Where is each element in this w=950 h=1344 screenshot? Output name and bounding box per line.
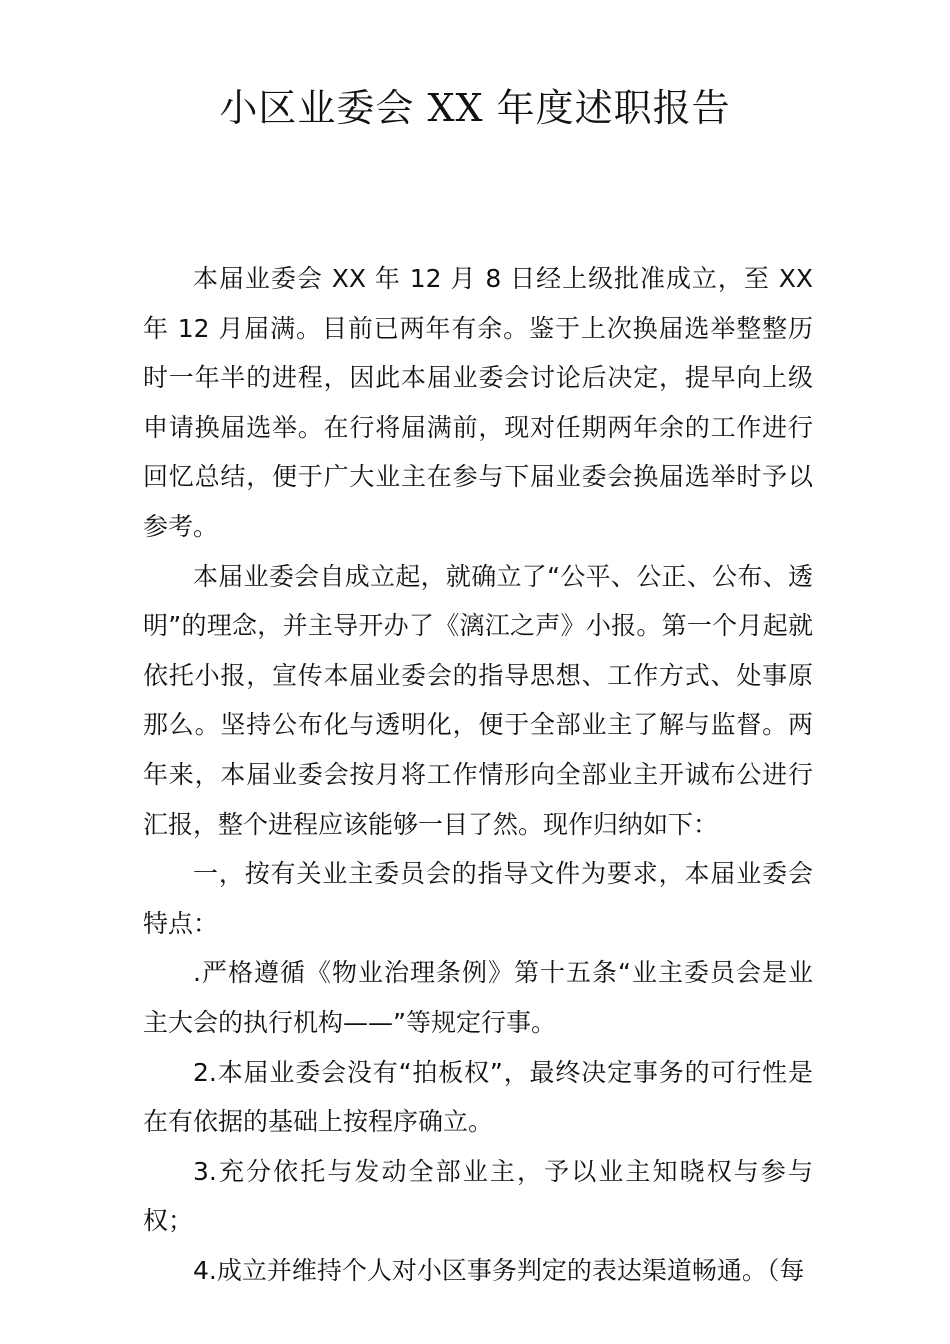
list-item: 2.本届业委会没有“拍板权”，最终决定事务的可行性是在有依据的基础上按程序确立。 — [143, 1057, 813, 1137]
body-paragraph: 本届业委会 XX 年 12 月 8 日经上级批准成立，至 XX 年 12 月届满。目前已两年有余。鉴于上次换届选举整整历时一年半的进程，因此本届业委会讨论后决定，提早向上级申请换届选举。在行将届满前，现对任期两年余的工作进行回忆总结，便于广大业主在参与下届业委会换届选举时予以参考。 — [143, 264, 813, 541]
list-item: .严格遵循《物业治理条例》第十五条“业主委员会是业主大会的执行机构——”等规定行事。 — [143, 958, 813, 1037]
document-title: 小区业委会 XX 年度述职报告 — [219, 86, 731, 130]
document-body — [143, 254, 813, 1295]
list-item: 4.成立并维持个人对小区事务判定的表达渠道畅通。（每 — [193, 1255, 805, 1285]
list-item: 3.充分依托与发动全部业主，予以业主知晓权与参与权； — [143, 1156, 813, 1236]
body-paragraph: 本届业委会自成立起，就确立了“公平、公正、公布、透明”的理念，并主导开办了《漓江之声》小报。第一个月起就依托小报，宣传本届业委会的指导思想、工作方式、处事原那么。坚持公布化与透明化，便于全部业主了解与监督。两年来，本届业委会按月将工作情形向全部业主开诚布公进行汇报，整个进程应该能够一目了然。现作归纳如下： — [143, 561, 813, 839]
body-paragraph: 一，按有关业主委员会的指导文件为要求，本届业委会特点： — [143, 859, 813, 938]
